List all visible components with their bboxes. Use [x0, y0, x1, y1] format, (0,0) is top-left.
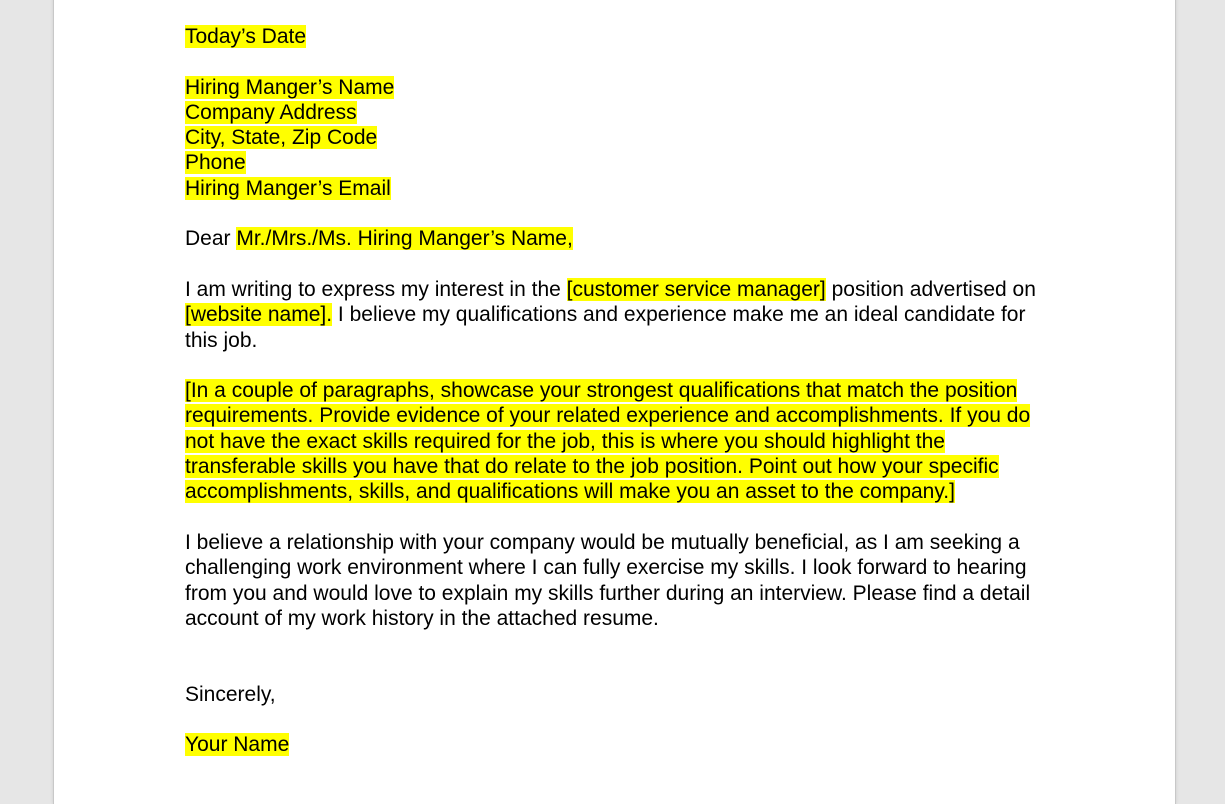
company-address-field: Company Address	[185, 100, 357, 124]
greeting-prefix: Dear	[185, 227, 237, 251]
intro-text-1: I am writing to express my interest in the	[185, 277, 567, 301]
date-field: Today’s Date	[185, 25, 307, 48]
signature-block	[185, 732, 1055, 757]
phone-field: Phone	[185, 151, 246, 175]
greeting	[185, 226, 1055, 251]
recipient-name-field: Hiring Manger’s Name	[185, 75, 395, 99]
recipient-block	[185, 75, 1055, 201]
qualifications-placeholder: [In a couple of paragraphs, showcase your strongest qualifications that match the position requirements. Provide evidence of your related experience and accomplishments. If you do not have the exact skills required for the job, this is where you should highlight the transferable skills you have that do relate to the job position. Point out how your specific accomplishments, skills, and qualifications will make you an asset to the company.]	[185, 379, 1031, 504]
date-block	[185, 24, 1055, 49]
closing-paragraph: I believe a relationship with your company would be mutually beneficial, as I am seeking a challenging work environment where I can fully exercise my skills. I look forward to hearing from you and would love to explain my skills further during an interview. Please find a detail account of my work history in the attached resume.	[185, 530, 1031, 630]
position-field: [customer service manager]	[566, 277, 826, 301]
qualifications-paragraph	[185, 378, 1055, 504]
intro-text-2: position advertised on	[825, 277, 1036, 301]
sign-off: Sincerely,	[185, 682, 276, 706]
email-field: Hiring Manger’s Email	[185, 176, 391, 200]
spacer	[185, 656, 1055, 681]
greeting-name-field: Mr./Mrs./Ms. Hiring Manger’s Name,	[236, 227, 573, 251]
intro-text-3: I believe my qualifications and experience make me an ideal candidate for this job.	[185, 303, 1026, 352]
signature-field: Your Name	[185, 733, 290, 757]
intro-paragraph	[185, 277, 1055, 353]
city-state-zip-field: City, State, Zip Code	[185, 126, 378, 150]
website-field: [website name].	[185, 303, 333, 327]
letter-body[interactable]	[185, 24, 1055, 783]
